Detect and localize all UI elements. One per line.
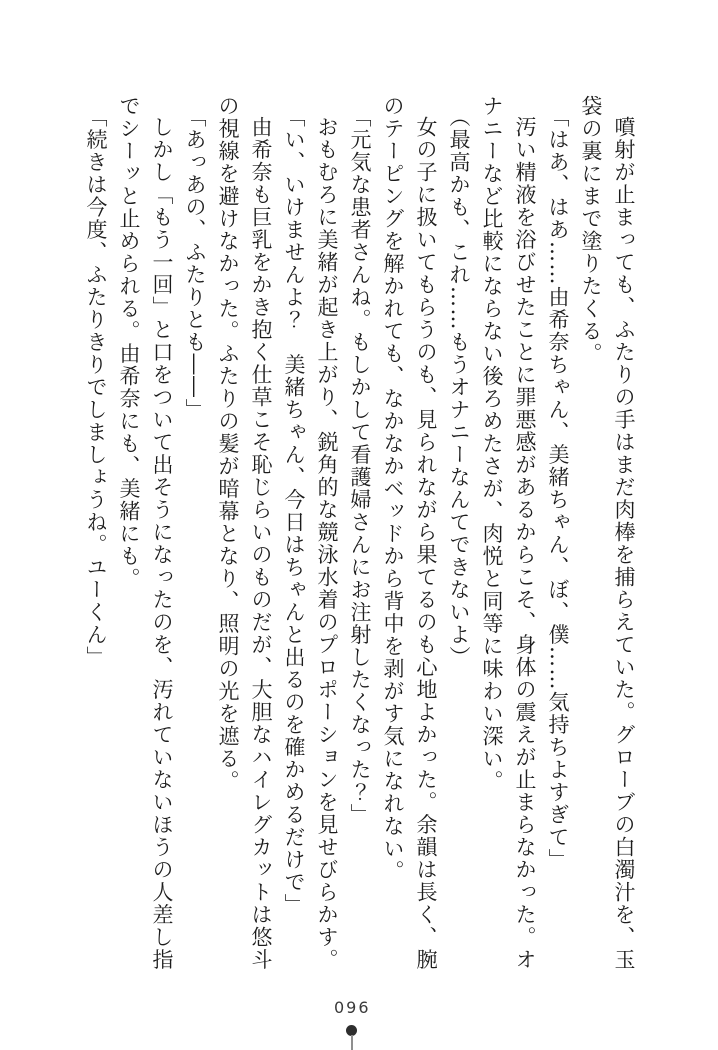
paragraph-dialog: 「はあ、はあ……由希奈ちゃん、美緒ちゃん、ぼ、僕……気持ちよすぎて」	[546, 105, 570, 871]
paragraph: 女の子に扱いてもらうのも、見られながら果てるのも心地よかった。余韻は長く、腕のテーピングを解かれても、なかなかベッドから背中を剥がす気になれない。	[381, 95, 438, 971]
page-position-marker-stem	[351, 1035, 353, 1050]
page-number: 096	[334, 998, 371, 1017]
paragraph: 噴射が止まっても、ふたりの手はまだ肉棒を捕らえていた。グローブの白濁汁を、玉袋の裏にまで塗りたくる。	[579, 95, 636, 971]
paragraph-dialog: 「い、いけませんよ？ 美緒ちゃん、今日はちゃんと出るのを確かめるだけで」	[282, 105, 306, 916]
paragraph: 由希奈も巨乳をかき抱く仕草こそ恥じらいのものだが、大胆なハイレグカットは悠斗の視線を避けなかった。ふたりの髪が暗幕となり、照明の光を遮る。	[216, 95, 273, 971]
paragraph: 汚い精液を浴びせたことに罪悪感があるからこそ、身体の震えが止まらなかった。オナニーなど比較にならない後ろめたさが、肉悦と同等に味わい深い。	[480, 95, 537, 971]
paragraph: しかし「もう一回」と口をついて出そうになったのを、汚れていないほうの人差し指でシーッと止められる。由希奈にも、美緒にも。	[117, 95, 174, 971]
paragraph-dialog: 「あっあの、ふたりとも――」	[183, 105, 207, 421]
page-position-marker	[346, 1025, 357, 1050]
vertical-text-block	[74, 95, 640, 992]
paragraph: おもむろに美緒が起き上がり、鋭角的な競泳水着のプロポーションを見せびらかす。	[315, 116, 339, 971]
paragraph-dialog: 「続きは今度、ふたりきりでしましょうね。ユーくん」	[84, 105, 108, 668]
paragraph-dialog: 「元気な患者さんね。もしかして看護婦さんにお注射したくなった？」	[348, 105, 372, 826]
paragraph-thought: （最高かも、これ……もうオナニーなんてできないよ）	[447, 105, 471, 668]
